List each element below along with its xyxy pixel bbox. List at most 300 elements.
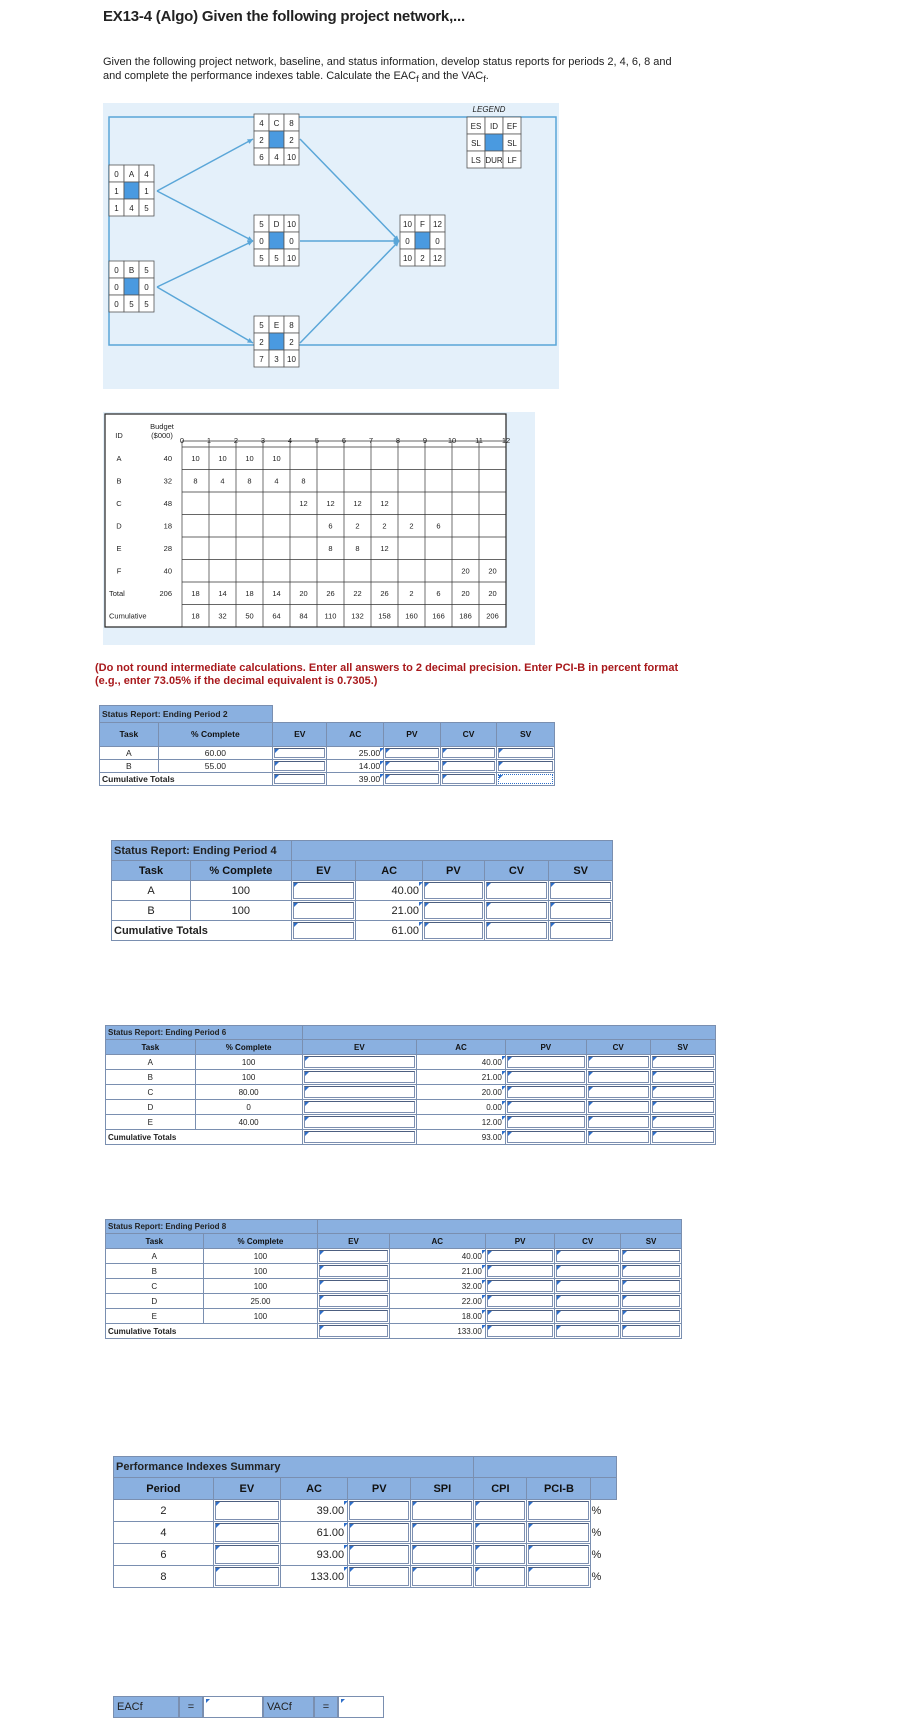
ev-input[interactable] bbox=[215, 1567, 279, 1586]
cumulative-cv-input[interactable] bbox=[556, 1325, 619, 1337]
pct-complete-value: 0 bbox=[195, 1100, 302, 1115]
ev-input[interactable] bbox=[293, 882, 355, 899]
budget-header-unit: ($000) bbox=[151, 431, 173, 440]
ev-input[interactable] bbox=[293, 902, 355, 919]
pct-complete-value: 40.00 bbox=[195, 1115, 302, 1130]
ac-value bbox=[389, 1309, 485, 1324]
cv-input[interactable] bbox=[442, 748, 496, 758]
sv-input[interactable] bbox=[550, 902, 611, 919]
node-cell: 1 bbox=[114, 187, 119, 196]
node-cell: 0 bbox=[259, 237, 264, 246]
node-cell: 10 bbox=[403, 254, 412, 263]
intro-text: Given the following project network, baseline, and status information, develop status reports for periods 2, 4, 6, 8 and and complete the performance indexes table. Calculate the $EAC_f$ and the $VAC_f$. bbox=[103, 56, 672, 85]
pct-complete-value: 100 bbox=[203, 1279, 318, 1294]
node-cell: 5 bbox=[129, 300, 134, 309]
node-cell: 3 bbox=[274, 355, 279, 364]
cv-input[interactable] bbox=[556, 1280, 619, 1292]
node-cell: C bbox=[273, 119, 280, 128]
budget-cell: 12 bbox=[380, 499, 389, 508]
budget-period-tick: 7 bbox=[368, 436, 374, 445]
pv-header: PV bbox=[348, 1478, 411, 1500]
budget-cell: 22 bbox=[353, 589, 362, 598]
budget-cell: 18 bbox=[191, 611, 200, 621]
ac-header: AC bbox=[356, 861, 423, 881]
budget-cell: 4 bbox=[220, 476, 225, 486]
cpi-input[interactable] bbox=[475, 1545, 525, 1564]
budget-cell: 18 bbox=[191, 589, 200, 598]
node-cell: 0 bbox=[144, 283, 149, 292]
budget-row-total: 28 bbox=[163, 544, 172, 553]
budget-cell: 12 bbox=[380, 544, 389, 553]
cumulative-pv-input[interactable] bbox=[487, 1325, 554, 1337]
node-cell: 10 bbox=[403, 220, 412, 229]
percent-sign: % bbox=[591, 1500, 617, 1522]
sv-input[interactable] bbox=[652, 1116, 715, 1128]
budget-cell: 12 bbox=[326, 499, 335, 508]
ac-value bbox=[389, 1294, 485, 1309]
cv-input[interactable] bbox=[588, 1116, 649, 1128]
budget-cell: 84 bbox=[299, 611, 308, 621]
budget-cell: 20 bbox=[299, 589, 308, 598]
budget-row-total: 40 bbox=[163, 566, 172, 576]
budget-period-tick: 11 bbox=[475, 436, 483, 445]
node-cell: 8 bbox=[289, 321, 294, 330]
period-value: 4 bbox=[114, 1522, 214, 1544]
node-cell: LF bbox=[507, 156, 517, 165]
task-label: C bbox=[106, 1279, 204, 1294]
cv-input[interactable] bbox=[556, 1295, 619, 1307]
cv-input[interactable] bbox=[486, 882, 548, 899]
pcib-input[interactable] bbox=[528, 1545, 589, 1564]
budget-cell: 2 bbox=[382, 521, 387, 531]
cv-input[interactable] bbox=[556, 1310, 619, 1322]
sv-input[interactable] bbox=[622, 1310, 680, 1322]
ev-input[interactable] bbox=[215, 1545, 279, 1564]
cumulative-pv-input[interactable] bbox=[424, 922, 483, 939]
sv-input[interactable] bbox=[622, 1250, 680, 1262]
node-cell: 2 bbox=[289, 338, 294, 347]
budget-period-tick: 0 bbox=[179, 436, 185, 445]
budget-cell: 158 bbox=[378, 611, 391, 621]
node-cell: 1 bbox=[144, 187, 149, 196]
page-title: EX13-4 (Algo) Given the following project network,... bbox=[103, 8, 465, 25]
period-value: 6 bbox=[114, 1544, 214, 1566]
cpi-input[interactable] bbox=[475, 1523, 525, 1542]
pct-complete-value: 100 bbox=[203, 1264, 318, 1279]
budget-period-tick: 8 bbox=[395, 436, 401, 445]
period-value: 2 bbox=[114, 1500, 214, 1522]
pv-input[interactable] bbox=[507, 1056, 585, 1068]
pct-complete-header: % Complete bbox=[191, 861, 292, 881]
cumulative-cv-input[interactable] bbox=[442, 774, 496, 784]
budget-row-id: Cumulative bbox=[109, 611, 147, 621]
cumulative-totals-label: Cumulative Totals bbox=[100, 773, 273, 786]
ev-header: EV bbox=[213, 1478, 280, 1500]
report-row-d bbox=[106, 1100, 716, 1115]
node-cell: 4 bbox=[129, 204, 134, 213]
task-label: E bbox=[106, 1115, 196, 1130]
report-row-b bbox=[100, 760, 555, 773]
ac-header: AC bbox=[327, 722, 384, 746]
pcib-input[interactable] bbox=[528, 1501, 589, 1520]
pv-input[interactable] bbox=[507, 1086, 585, 1098]
ev-input[interactable] bbox=[319, 1250, 387, 1262]
node-cell: 0 bbox=[435, 237, 440, 246]
node-cell: A bbox=[128, 170, 135, 179]
ac-value-text: 133.00 bbox=[281, 1566, 347, 1587]
task-header: Task bbox=[106, 1234, 204, 1249]
sv-input[interactable] bbox=[498, 748, 553, 758]
node-cell: SL bbox=[471, 139, 481, 148]
report-row-d bbox=[106, 1294, 682, 1309]
ev-input[interactable] bbox=[304, 1086, 416, 1098]
status-report-period-4 bbox=[111, 840, 613, 941]
network-arrow bbox=[300, 241, 399, 343]
budget-row-id: C bbox=[116, 499, 122, 508]
period-header: Period bbox=[114, 1478, 214, 1500]
budget-row-id: E bbox=[116, 544, 122, 553]
spi-input[interactable] bbox=[412, 1523, 472, 1542]
cpi-input[interactable] bbox=[475, 1501, 525, 1520]
ac-value bbox=[356, 881, 423, 901]
pv-input[interactable] bbox=[349, 1567, 409, 1586]
ac-value-text: 12.00 bbox=[417, 1115, 505, 1129]
ac-value bbox=[280, 1544, 347, 1566]
ev-input[interactable] bbox=[215, 1501, 279, 1520]
budget-cell: 64 bbox=[272, 611, 281, 621]
cumulative-ac-text: 39.00 bbox=[327, 773, 383, 785]
ev-input[interactable] bbox=[304, 1071, 416, 1083]
cumulative-totals-row bbox=[106, 1324, 682, 1339]
budget-row-total: 206 bbox=[159, 589, 172, 598]
network-arrow bbox=[157, 139, 253, 191]
budget-cell: 166 bbox=[432, 611, 445, 621]
pv-header: PV bbox=[505, 1040, 586, 1055]
report-title: Status Report: Ending Period 4 bbox=[112, 841, 292, 861]
cv-input[interactable] bbox=[588, 1056, 649, 1068]
task-label: E bbox=[106, 1309, 204, 1324]
instructions-note: (Do not round intermediate calculations. Enter all answers to 2 decimal precision. Enter PCI-B in percent format (e.g., enter 73.05% if the decimal equivalent is 0.7305.) bbox=[95, 662, 679, 687]
vacf-input[interactable] bbox=[338, 1696, 384, 1718]
ac-value-text: 40.00 bbox=[417, 1055, 505, 1069]
network-node-c bbox=[254, 114, 299, 165]
report-row-c bbox=[106, 1279, 682, 1294]
cumulative-ac-text: 61.00 bbox=[356, 921, 422, 940]
network-arrow bbox=[157, 241, 253, 287]
pct-complete-value: 25.00 bbox=[203, 1294, 318, 1309]
sv-input[interactable] bbox=[622, 1280, 680, 1292]
vacf-label: VACf bbox=[263, 1696, 314, 1718]
ev-input[interactable] bbox=[319, 1280, 387, 1292]
budget-row-total: 40 bbox=[163, 454, 172, 463]
node-cell: 2 bbox=[420, 254, 425, 263]
pct-complete-value: 100 bbox=[203, 1309, 318, 1324]
sv-input[interactable] bbox=[652, 1086, 715, 1098]
ac-value bbox=[417, 1100, 506, 1115]
budget-cell: 8 bbox=[247, 476, 252, 486]
ac-value bbox=[280, 1500, 347, 1522]
eacf-equals: = bbox=[179, 1696, 203, 1718]
cumulative-sv-input[interactable] bbox=[652, 1131, 715, 1143]
report-row-a bbox=[112, 881, 613, 901]
cpi-header: CPI bbox=[474, 1478, 527, 1500]
budget-cell: 10 bbox=[245, 454, 254, 463]
task-label: B bbox=[100, 760, 159, 773]
cv-input[interactable] bbox=[588, 1086, 649, 1098]
ev-input[interactable] bbox=[304, 1056, 416, 1068]
cv-header: CV bbox=[440, 722, 497, 746]
cumulative-ev-input[interactable] bbox=[293, 922, 355, 939]
budget-cell: 8 bbox=[355, 544, 360, 553]
sv-header: SV bbox=[621, 1234, 682, 1249]
budget-row-id: F bbox=[116, 566, 122, 576]
ac-value bbox=[327, 760, 384, 773]
budget-cell: 110 bbox=[324, 611, 337, 621]
ac-header: AC bbox=[280, 1478, 347, 1500]
budget-row-total: 48 bbox=[163, 499, 172, 508]
ac-value-text: 32.00 bbox=[390, 1279, 485, 1293]
pv-input[interactable] bbox=[487, 1265, 554, 1277]
pv-input[interactable] bbox=[349, 1523, 409, 1542]
task-label: D bbox=[106, 1100, 196, 1115]
perf-row-period-2 bbox=[114, 1500, 617, 1522]
ac-value bbox=[389, 1264, 485, 1279]
cumulative-totals-label: Cumulative Totals bbox=[112, 921, 292, 941]
pv-input[interactable] bbox=[507, 1101, 585, 1113]
budget-cell: 12 bbox=[353, 499, 362, 508]
pv-input[interactable] bbox=[349, 1501, 409, 1520]
ev-input[interactable] bbox=[304, 1116, 416, 1128]
pv-input[interactable] bbox=[507, 1116, 585, 1128]
ev-input[interactable] bbox=[215, 1523, 279, 1542]
node-cell: EF bbox=[506, 122, 518, 131]
node-cell: 2 bbox=[289, 136, 294, 145]
pct-complete-value: 100 bbox=[203, 1249, 318, 1264]
ac-value-text: 14.00 bbox=[327, 760, 383, 772]
sv-input[interactable] bbox=[622, 1265, 680, 1277]
ev-input[interactable] bbox=[319, 1265, 387, 1277]
network-arrow bbox=[157, 287, 253, 343]
budget-cell: 20 bbox=[488, 566, 497, 576]
task-label: B bbox=[106, 1264, 204, 1279]
node-cell: 0 bbox=[114, 300, 119, 309]
budget-cell: 8 bbox=[328, 544, 333, 553]
task-label: A bbox=[100, 747, 159, 760]
network-svg bbox=[103, 103, 559, 389]
pv-header: PV bbox=[423, 861, 485, 881]
status-report-period-2 bbox=[99, 705, 555, 786]
budget-period-tick: 12 bbox=[501, 436, 511, 445]
budget-row-id: Total bbox=[109, 589, 125, 598]
cpi-input[interactable] bbox=[475, 1567, 525, 1586]
budget-cell: 26 bbox=[380, 589, 389, 598]
ac-header: AC bbox=[389, 1234, 485, 1249]
budget-cell: 160 bbox=[405, 611, 418, 621]
budget-cell: 26 bbox=[326, 589, 335, 598]
pv-input[interactable] bbox=[424, 882, 483, 899]
ac-value-text: 25.00 bbox=[327, 747, 383, 759]
node-cell: 5 bbox=[259, 254, 264, 263]
perf-row-period-4 bbox=[114, 1522, 617, 1544]
budget-period-tick: 6 bbox=[341, 436, 347, 445]
pv-input[interactable] bbox=[487, 1280, 554, 1292]
cumulative-totals-label: Cumulative Totals bbox=[106, 1324, 318, 1339]
spi-input[interactable] bbox=[412, 1501, 472, 1520]
ev-input[interactable] bbox=[319, 1310, 387, 1322]
cumulative-sv-input[interactable] bbox=[498, 774, 553, 784]
node-cell: 5 bbox=[259, 321, 264, 330]
network-node-a bbox=[109, 165, 154, 216]
budget-cell: 20 bbox=[461, 566, 470, 576]
node-cell: SL bbox=[507, 139, 517, 148]
node-cell: 5 bbox=[144, 300, 149, 309]
pct-complete-value: 100 bbox=[195, 1055, 302, 1070]
pv-input[interactable] bbox=[349, 1545, 409, 1564]
sv-input[interactable] bbox=[652, 1056, 715, 1068]
cumulative-sv-input[interactable] bbox=[622, 1325, 680, 1337]
cumulative-cv-input[interactable] bbox=[588, 1131, 649, 1143]
pv-input[interactable] bbox=[487, 1250, 554, 1262]
node-cell: 0 bbox=[114, 170, 119, 179]
budget-period-tick: 3 bbox=[260, 436, 266, 445]
pv-input[interactable] bbox=[487, 1310, 554, 1322]
cv-input[interactable] bbox=[556, 1250, 619, 1262]
sv-input[interactable] bbox=[622, 1295, 680, 1307]
node-cell: E bbox=[273, 321, 280, 330]
pct-complete-value: 55.00 bbox=[158, 760, 272, 773]
ac-value bbox=[417, 1085, 506, 1100]
ac-value-text: 21.00 bbox=[356, 901, 422, 920]
report-row-a bbox=[100, 747, 555, 760]
network-node-d bbox=[254, 215, 299, 266]
report-row-e bbox=[106, 1309, 682, 1324]
ac-value-text: 18.00 bbox=[390, 1309, 485, 1323]
cumulative-pv-input[interactable] bbox=[507, 1131, 585, 1143]
budget-period-tick: 9 bbox=[422, 436, 428, 445]
eac-vac-row bbox=[113, 1696, 384, 1718]
percent-sign: % bbox=[591, 1566, 617, 1588]
task-label: A bbox=[112, 881, 191, 901]
spi-input[interactable] bbox=[412, 1545, 472, 1564]
spi-input[interactable] bbox=[412, 1567, 472, 1586]
budget-header-budget: Budget bbox=[150, 422, 174, 431]
report-row-b bbox=[106, 1264, 682, 1279]
budget-header-id: ID bbox=[115, 431, 123, 440]
pcib-input[interactable] bbox=[528, 1567, 589, 1586]
report-row-c bbox=[106, 1085, 716, 1100]
sv-input[interactable] bbox=[498, 761, 553, 771]
network-node-f bbox=[400, 215, 445, 266]
cv-input[interactable] bbox=[442, 761, 496, 771]
budget-cell: 12 bbox=[299, 499, 308, 508]
pcib-header: PCI-B bbox=[527, 1478, 591, 1500]
node-cell: 2 bbox=[259, 136, 264, 145]
ev-input[interactable] bbox=[274, 748, 325, 758]
task-label: A bbox=[106, 1249, 204, 1264]
budget-cell: 18 bbox=[245, 589, 254, 598]
budget-cell: 132 bbox=[351, 611, 364, 621]
percent-sign: % bbox=[591, 1522, 617, 1544]
cumulative-ev-input[interactable] bbox=[319, 1325, 387, 1337]
cumulative-ev-input[interactable] bbox=[274, 774, 325, 784]
sv-header: SV bbox=[650, 1040, 716, 1055]
pct-header bbox=[591, 1478, 617, 1500]
sv-input[interactable] bbox=[652, 1071, 715, 1083]
task-label: C bbox=[106, 1085, 196, 1100]
pv-input[interactable] bbox=[487, 1295, 554, 1307]
project-network-diagram bbox=[103, 103, 559, 389]
sv-input[interactable] bbox=[550, 882, 611, 899]
node-cell: 10 bbox=[287, 355, 296, 364]
node-cell: 4 bbox=[259, 119, 264, 128]
cumulative-ev-input[interactable] bbox=[304, 1131, 416, 1143]
ev-input[interactable] bbox=[319, 1295, 387, 1307]
pv-input[interactable] bbox=[424, 902, 483, 919]
ac-value-text: 39.00 bbox=[281, 1500, 347, 1521]
ev-header: EV bbox=[291, 861, 356, 881]
sv-input[interactable] bbox=[652, 1101, 715, 1113]
budget-row-id: B bbox=[116, 476, 122, 486]
node-cell: 1 bbox=[114, 204, 119, 213]
pcib-input[interactable] bbox=[528, 1523, 589, 1542]
cumulative-totals-row bbox=[100, 773, 555, 786]
node-cell: 0 bbox=[114, 266, 119, 275]
eacf-input[interactable] bbox=[203, 1696, 263, 1718]
cumulative-pv-input[interactable] bbox=[385, 774, 439, 784]
report-title: Status Report: Ending Period 6 bbox=[106, 1026, 303, 1040]
ac-value-text: 20.00 bbox=[417, 1085, 505, 1099]
ev-input[interactable] bbox=[274, 761, 325, 771]
node-cell: 10 bbox=[287, 254, 296, 263]
report-row-b bbox=[106, 1070, 716, 1085]
budget-cell: 10 bbox=[218, 454, 227, 463]
cv-input[interactable] bbox=[588, 1101, 649, 1113]
node-cell: LS bbox=[471, 156, 481, 165]
cumulative-cv-input[interactable] bbox=[486, 922, 548, 939]
cumulative-sv-input[interactable] bbox=[550, 922, 611, 939]
cumulative-ac-value bbox=[389, 1324, 485, 1339]
budget-cell: 186 bbox=[459, 611, 472, 621]
perf-title: Performance Indexes Summary bbox=[114, 1457, 474, 1478]
node-cell: F bbox=[420, 220, 425, 229]
budget-cell: 50 bbox=[245, 611, 254, 621]
budget-cell: 14 bbox=[272, 589, 281, 598]
node-cell: B bbox=[128, 266, 135, 275]
node-cell: 5 bbox=[144, 204, 149, 213]
legend-title: LEGEND bbox=[472, 105, 506, 114]
budget-period-tick: 2 bbox=[233, 436, 239, 445]
node-cell: 4 bbox=[144, 170, 149, 179]
report-row-a bbox=[106, 1249, 682, 1264]
vacf-equals: = bbox=[314, 1696, 338, 1718]
cv-input[interactable] bbox=[486, 902, 548, 919]
pv-input[interactable] bbox=[385, 748, 439, 758]
network-node-b bbox=[109, 261, 154, 312]
budget-cell: 4 bbox=[274, 476, 279, 486]
cv-input[interactable] bbox=[556, 1265, 619, 1277]
task-header: Task bbox=[112, 861, 191, 881]
node-cell: D bbox=[273, 220, 280, 229]
ac-value bbox=[417, 1115, 506, 1130]
pv-input[interactable] bbox=[385, 761, 439, 771]
task-label: B bbox=[112, 901, 191, 921]
cumulative-ac-value bbox=[327, 773, 384, 786]
pv-input[interactable] bbox=[507, 1071, 585, 1083]
budget-row-id: A bbox=[116, 454, 122, 463]
ev-input[interactable] bbox=[304, 1101, 416, 1113]
sv-header: SV bbox=[497, 722, 555, 746]
cv-input[interactable] bbox=[588, 1071, 649, 1083]
